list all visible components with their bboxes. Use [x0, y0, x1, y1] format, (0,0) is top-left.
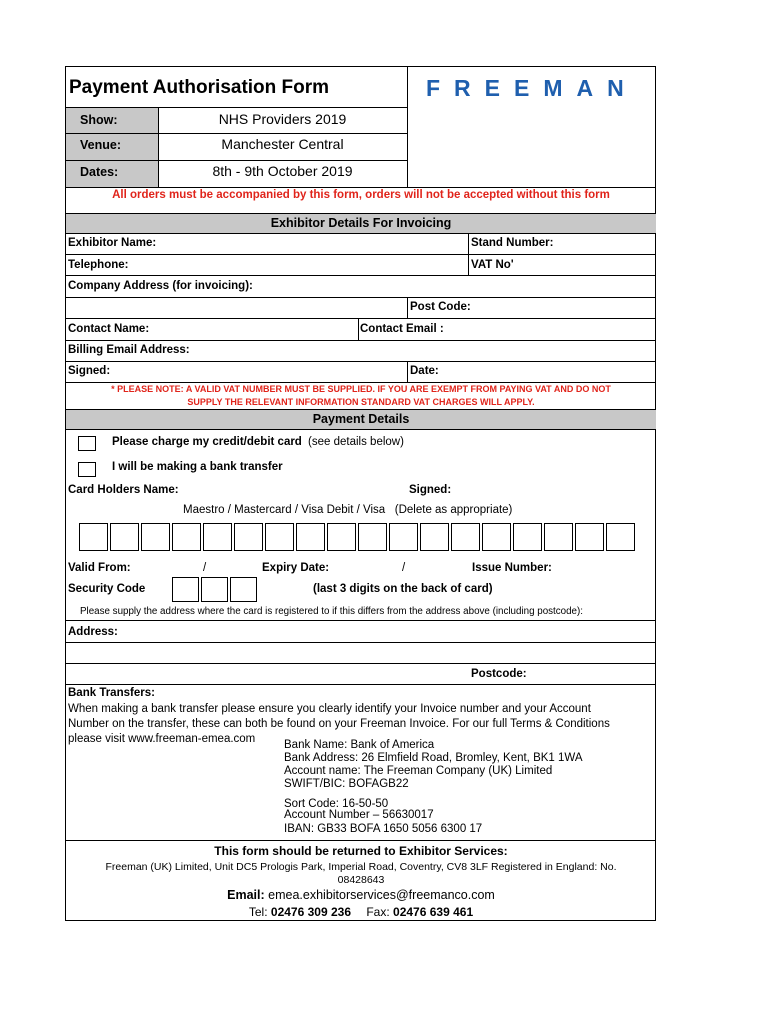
email-link[interactable]: emea.exhibitorservices@freemanco.com: [268, 888, 495, 902]
card-address-field[interactable]: Address:: [68, 626, 118, 638]
payment-heading: Payment Details: [312, 412, 410, 426]
valid-from-field[interactable]: Valid From:: [68, 562, 131, 574]
card-holder-name-field[interactable]: Card Holders Name:: [68, 484, 179, 496]
card-address-note: Please supply the address where the card is registered to if this differs from the address above (including postcode):: [80, 606, 583, 617]
tel-number: 02476 309 236: [270, 905, 351, 919]
bank-transfer-para-line1: When making a bank transfer please ensure you clearly identify your Invoice number and your Account: [68, 703, 591, 715]
contact-name-field[interactable]: Contact Name:: [68, 323, 150, 335]
swift-bic: SWIFT/BIC: BOFAGB22: [284, 778, 409, 790]
freeman-logo: FREEMAN: [426, 75, 638, 101]
billing-email-field[interactable]: Billing Email Address:: [68, 344, 190, 356]
email-label: Email:: [227, 888, 265, 902]
issue-number-field[interactable]: Issue Number:: [472, 562, 552, 574]
contact-email-field[interactable]: Contact Email :: [360, 323, 444, 335]
bank-transfer-heading: Bank Transfers:: [68, 687, 155, 699]
show-value: NHS Providers 2019: [218, 111, 347, 127]
card-digit-box[interactable]: [172, 523, 201, 551]
card-payment-option: [112, 436, 404, 448]
iban: IBAN: GB33 BOFA 1650 5056 6300 17: [284, 823, 483, 835]
company-address-line1: Freeman (UK) Limited, Unit DC5 Prologis Park, Imperial Road, Coventry, CV8 3LF Registered in England: No.: [105, 861, 617, 873]
bank-address: Bank Address: 26 Elmfield Road, Bromley, Kent, BK1 1WA: [284, 752, 583, 764]
card-digit-box[interactable]: [575, 523, 604, 551]
card-digit-box[interactable]: [110, 523, 139, 551]
account-number: Account Number – 56630017: [284, 809, 434, 821]
bank-transfer-para-line3: please visit www.freeman-emea.com: [68, 733, 256, 745]
card-digit-box[interactable]: [544, 523, 573, 551]
return-note: This form should be returned to Exhibitor Services:: [214, 844, 508, 858]
phone-line: [66, 905, 656, 919]
payment-authorisation-form: [65, 66, 656, 921]
card-payment-option-bold: Please charge my credit/debit card: [112, 436, 302, 448]
card-digit-box[interactable]: [141, 523, 170, 551]
card-digit-box[interactable]: [389, 523, 418, 551]
valid-from-slash: /: [203, 562, 207, 574]
card-digit-box[interactable]: [420, 523, 449, 551]
company-address-line2: 08428643: [337, 874, 385, 886]
card-digit-box[interactable]: [482, 523, 511, 551]
account-name: Account name: The Freeman Company (UK) Limited: [284, 765, 553, 777]
venue-value: Manchester Central: [221, 136, 344, 152]
telephone-field[interactable]: Telephone:: [68, 259, 129, 271]
exhibitor-heading: Exhibitor Details For Invoicing: [270, 216, 452, 230]
card-payment-option-note: (see details below): [308, 436, 404, 448]
vat-note-line1: * PLEASE NOTE: A VALID VAT NUMBER MUST BE SUPPLIED. IF YOU ARE EXEMPT FROM PAYING VAT AND DO NOT: [111, 384, 611, 394]
card-digit-box[interactable]: [358, 523, 387, 551]
card-payment-checkbox[interactable]: [78, 436, 96, 451]
security-code-note: (last 3 digits on the back of card): [313, 583, 493, 595]
card-digit-box[interactable]: [451, 523, 480, 551]
bank-transfer-para-line2: Number on the transfer, these can both be found on your Freeman Invoice. For our full Terms & Conditions: [68, 718, 610, 730]
warning-text: All orders must be accompanied by this form, orders will not be accepted without this form: [112, 189, 610, 201]
card-digit-box[interactable]: [513, 523, 542, 551]
security-digit-box[interactable]: [172, 577, 199, 602]
card-digit-box[interactable]: [265, 523, 294, 551]
fax-label: Fax:: [366, 905, 390, 919]
expiry-date-slash: /: [402, 562, 406, 574]
bank-transfer-option: I will be making a bank transfer: [112, 461, 283, 473]
card-digit-box[interactable]: [606, 523, 635, 551]
card-types-text: Maestro / Mastercard / Visa Debit / Visa (Delete as appropriate): [183, 504, 513, 516]
venue-label: Venue:: [80, 138, 121, 152]
signed-field[interactable]: Signed:: [68, 365, 111, 377]
security-code-label: Security Code: [68, 583, 146, 595]
card-digit-box[interactable]: [327, 523, 356, 551]
dates-value: 8th - 9th October 2019: [212, 163, 353, 179]
fax-number: 02476 639 461: [393, 905, 474, 919]
bank-name: Bank Name: Bank of America: [284, 739, 435, 751]
card-postcode-field[interactable]: Postcode:: [471, 668, 527, 680]
post-code-field[interactable]: Post Code:: [410, 301, 471, 313]
sort-code: Sort Code: 16-50-50: [284, 798, 389, 810]
tel-label: Tel:: [248, 905, 268, 919]
form-title: Payment Authorisation Form: [69, 77, 330, 98]
card-digit-box[interactable]: [79, 523, 108, 551]
show-label: Show:: [80, 113, 118, 127]
date-field[interactable]: Date:: [410, 365, 439, 377]
card-digit-box[interactable]: [296, 523, 325, 551]
card-signed-field[interactable]: Signed:: [409, 484, 452, 496]
card-digit-box[interactable]: [203, 523, 232, 551]
card-number-boxes[interactable]: [79, 523, 639, 551]
dates-label: Dates:: [80, 165, 119, 179]
card-digit-box[interactable]: [234, 523, 263, 551]
stand-number-field[interactable]: Stand Number:: [471, 237, 554, 249]
exhibitor-name-field[interactable]: Exhibitor Name:: [68, 237, 157, 249]
company-address-field[interactable]: Company Address (for invoicing):: [68, 280, 253, 292]
vat-no-field[interactable]: VAT No': [471, 259, 514, 271]
security-digit-box[interactable]: [201, 577, 228, 602]
email-line: [66, 888, 656, 902]
expiry-date-field[interactable]: Expiry Date:: [262, 562, 330, 574]
security-digit-box[interactable]: [230, 577, 257, 602]
bank-transfer-checkbox[interactable]: [78, 462, 96, 477]
vat-note-line2: SUPPLY THE RELEVANT INFORMATION STANDARD VAT CHARGES WILL APPLY.: [187, 397, 535, 407]
